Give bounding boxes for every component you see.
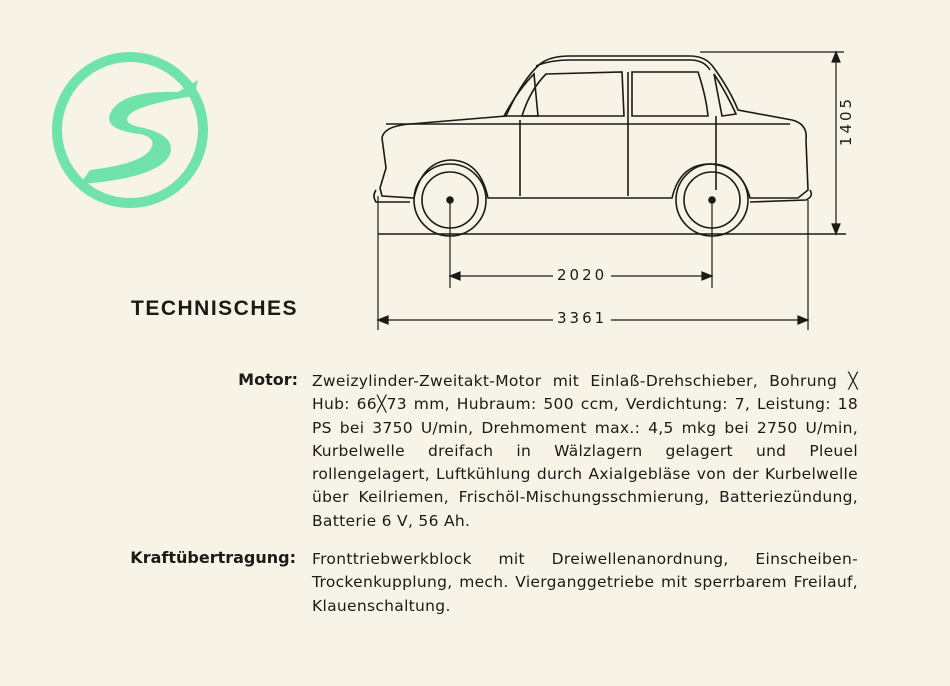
section-title: TECHNISCHES: [131, 297, 299, 320]
front-bumper: [750, 190, 811, 202]
spec-label-kraftuebertragung: Kraftübertragung:: [130, 548, 296, 567]
car-side-drawing: [370, 40, 850, 340]
length-dimension-label: 3361: [553, 309, 611, 327]
car-roof-line: [536, 60, 710, 70]
logo-s-shape: [80, 80, 198, 184]
car-windshield: [714, 74, 736, 116]
spec-text-kraftuebertragung: Fronttriebwerkblock mit Dreiwellenanordnung, Einscheiben-Trockenkupplung, mech. Vierganggetriebe mit sperrbarem Freilauf, Klauenschaltung.: [312, 550, 858, 615]
spec-text-motor: Zweizylinder-Zweitakt-Motor mit Einlaß-Drehschieber, Bohrung ╳ Hub: 66╳73 mm, Hubraum: 500 ccm, Verdichtung: 7, Leistung: 18 PS bei 3750 U/min, Drehmoment max.: 4,5 mkg bei 2750 U/min, Kurbelwelle dreifach in Wälzlagern gelagert und Pleuel rollengelagert, Luftkühlung durch Axialgebläse von der Kurbelwelle über Keilriemen, Frischöl-Mischungsschmierung, Batteriezündung, Batterie 6 V, 56 Ah.: [312, 372, 858, 530]
spec-label-motor: Motor:: [238, 370, 298, 389]
brand-logo: [50, 50, 210, 210]
height-dimension-label: 1405: [837, 87, 855, 155]
car-rear-door-window: [632, 72, 708, 116]
car-body-outline: [380, 56, 808, 198]
wheelbase-dimension-label: 2020: [553, 266, 611, 284]
